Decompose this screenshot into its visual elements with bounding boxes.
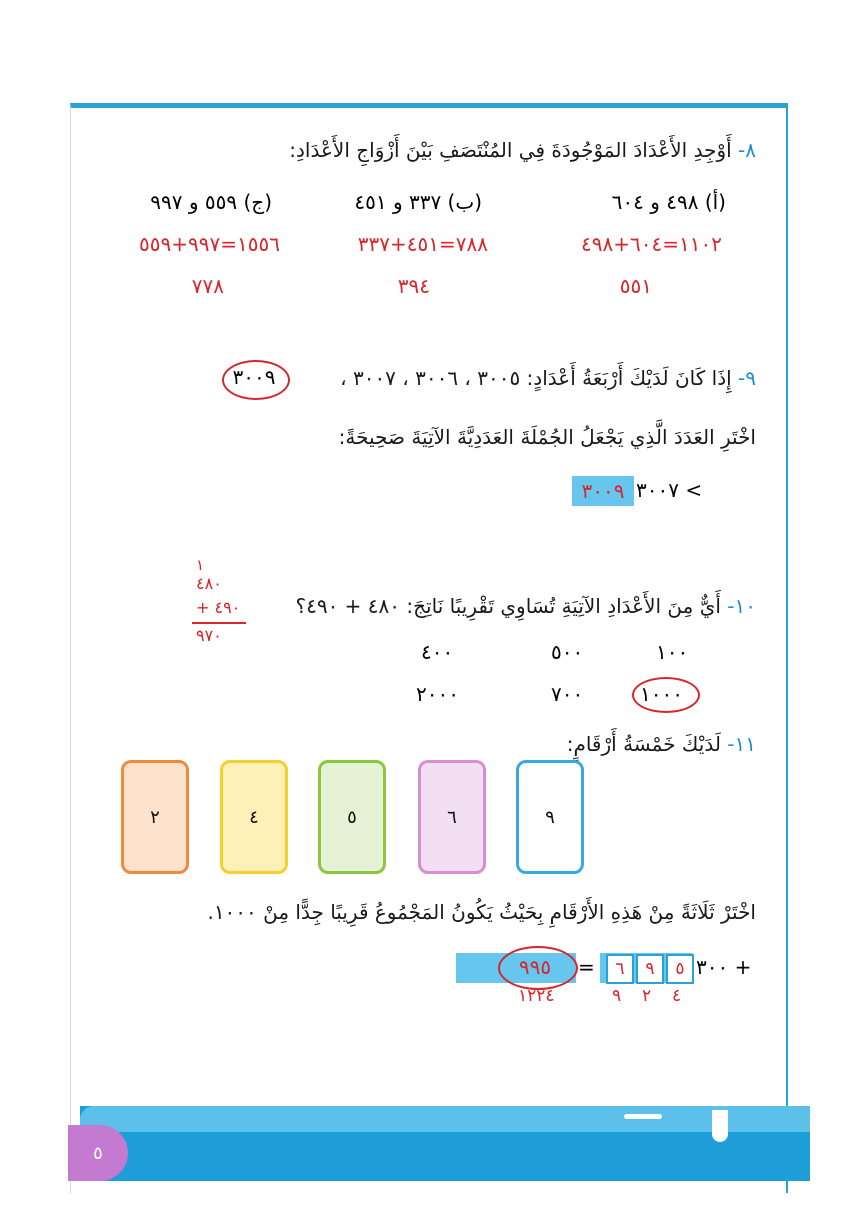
- question-11-number: ١١-: [727, 732, 756, 756]
- question-10-text: أَيٌّ مِنَ الأَعْدَادِ الآتِيَةِ تُسَاوِي تَقْرِيبًا نَاتِجَ: ٤٨٠ + ٤٩٠؟: [295, 594, 721, 618]
- digit-card-4: ٤: [220, 760, 288, 874]
- question-11-text: لَدَيْكَ خَمْسَةُ أَرْقَامٍ:: [566, 732, 721, 756]
- option-700: ٧٠٠: [551, 682, 584, 706]
- question-9: [340, 366, 756, 390]
- inequality-text: > ٣٠٠٧: [636, 478, 703, 502]
- question-10: [295, 594, 756, 618]
- option-2000: ٢٠٠٠: [416, 682, 459, 706]
- work-top: ٤٨٠: [196, 574, 222, 593]
- alt-result: ١٢٢٤: [518, 986, 555, 1006]
- digit-box-9: ٩: [636, 954, 664, 984]
- pair-a-sum: ١١٠٢=٦٠٤+٤٩٨: [581, 232, 722, 256]
- digit-card-6: ٦: [418, 760, 486, 874]
- question-11-instruction: اخْتَرْ ثَلَاثَةً مِنْ هَذِهِ الأَرْقَامِ بِحَيْثُ يَكُونُ المَجْمُوعُ قَرِيبًا جِدًّا مِنْ ١٠٠٠.: [207, 900, 756, 924]
- answer-box-3009: ٣٠٠٩: [572, 476, 634, 506]
- work-mid: ٤٩٠ +: [196, 598, 241, 617]
- work-result: ٩٧٠: [196, 626, 222, 645]
- digit-card-9: ٩: [516, 760, 584, 874]
- digit-card-2: ٢: [121, 760, 189, 874]
- footer-dash: [624, 1114, 662, 1119]
- pair-c-sum: ١٥٥٦=٩٩٧+٥٥٩: [139, 232, 280, 256]
- question-9-instruction: اخْتَرِ العَدَدَ الَّذِي يَجْعَلُ الجُمْلَةَ العَدَدِيَّةَ الآتِيَةَ صَحِيحَةً:: [338, 425, 756, 449]
- question-11: [567, 732, 756, 756]
- circled-3009: ٣٠٠٩: [232, 365, 276, 389]
- page-number-badge: [68, 1125, 128, 1181]
- result-995: ٩٩٥: [518, 955, 552, 979]
- option-500: ٥٠٠: [551, 640, 584, 664]
- option-100: ١٠٠: [656, 640, 689, 664]
- footer-bar-highlight: [80, 1106, 810, 1132]
- pair-b-sum: ٧٨٨=٤٥١+٣٣٧: [357, 232, 488, 256]
- pair-b-answer: ٣٩٤: [397, 274, 430, 298]
- circle-mark: [632, 677, 700, 713]
- equals-sign: =: [578, 955, 595, 979]
- question-9-text: إِذَا كَانَ لَدَيْكَ أَرْبَعَةُ أَعْدَادٍ: ٣٠٠٥ ، ٣٠٠٦ ، ٣٠٠٧ ،: [340, 366, 732, 390]
- alt-digit-4: ٤: [672, 986, 682, 1006]
- option-1000: ١٠٠٠: [640, 682, 683, 706]
- digit-box-5: ٥: [666, 954, 694, 984]
- circle-mark: [222, 360, 290, 400]
- question-8: [289, 138, 756, 162]
- work-carry: ١: [196, 556, 205, 574]
- digit-card-5: ٥: [318, 760, 386, 874]
- circle-mark: [498, 946, 578, 990]
- work-line: [192, 622, 246, 624]
- alt-digit-9: ٩: [612, 986, 622, 1006]
- question-8-text: أَوْجِدِ الأَعْدَادَ المَوْجُودَةَ فِي المُنْتَصَفِ بَيْنَ أَزْوَاجِ الأَعْدَادِ:: [289, 138, 732, 162]
- question-8-number: ٨-: [738, 138, 756, 162]
- pair-c-answer: ٧٧٨: [191, 274, 224, 298]
- option-400: ٤٠٠: [421, 640, 454, 664]
- question-10-number: ١٠-: [727, 594, 756, 618]
- digit-box-6: ٦: [606, 954, 634, 984]
- page-number: ٥: [93, 1142, 103, 1164]
- prefix-300: + ٣٠٠: [696, 955, 752, 979]
- pair-a-answer: ٥٥١: [619, 274, 652, 298]
- pair-c-label: (ج) ٥٥٩ و ٩٩٧: [150, 190, 272, 214]
- question-9-number: ٩-: [738, 366, 756, 390]
- pair-a-label: (أ) ٤٩٨ و ٦٠٤: [611, 190, 726, 214]
- alt-digit-2: ٢: [642, 986, 652, 1006]
- footer-tab-notch: [712, 1110, 728, 1142]
- pair-b-label: (ب) ٣٣٧ و ٤٥١: [354, 190, 482, 214]
